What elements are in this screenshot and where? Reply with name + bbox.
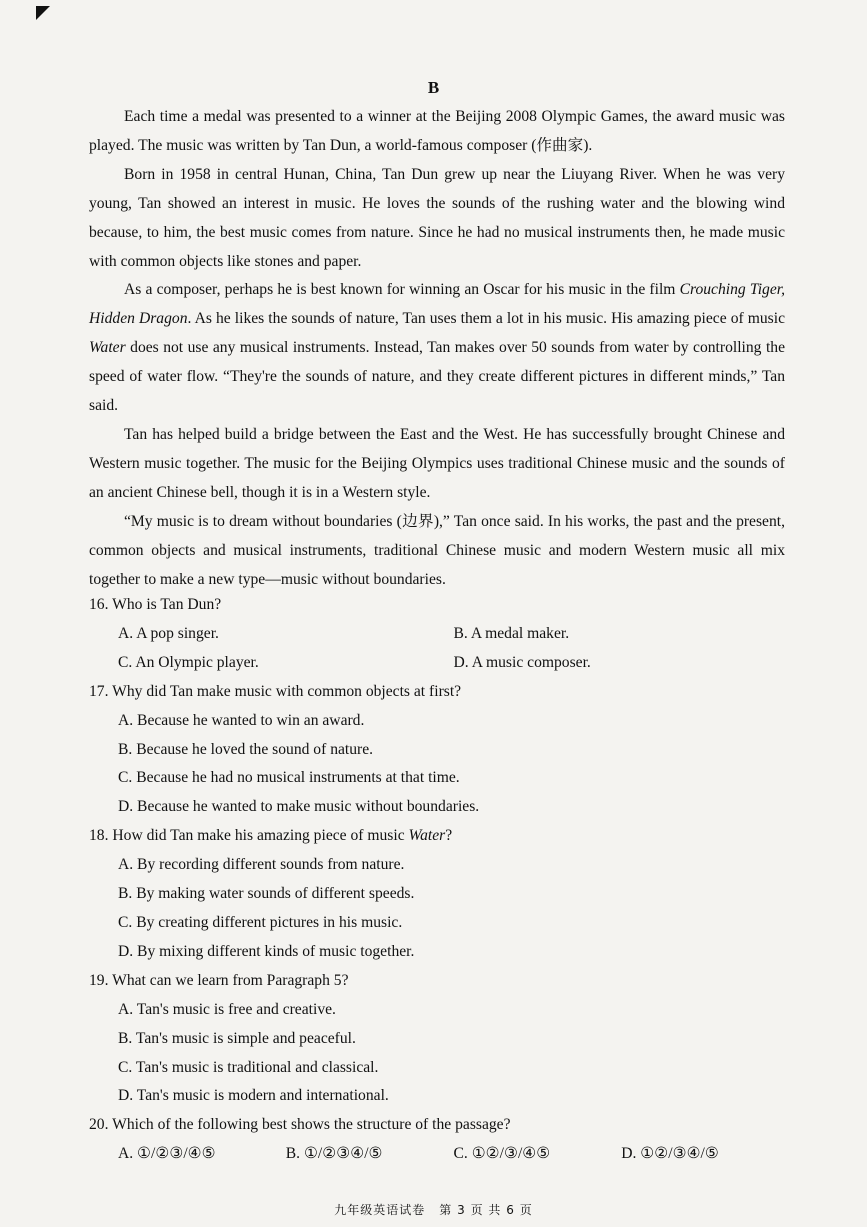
question-18-option-d[interactable]: D. By mixing different kinds of music together. [118,942,415,960]
question-16-option-b[interactable]: B. A medal maker. [453,624,570,642]
question-19-option-d[interactable]: D. Tan's music is modern and international. [118,1087,389,1105]
question-17-option-d[interactable]: D. Because he wanted to make music without boundaries. [118,798,480,816]
question-20-option-c[interactable]: C. ①②/③/④⑤ [453,1145,551,1163]
paragraph-3-part-b: . As he likes the sounds of nature, Tan uses them a lot in his music. His amazing piece of music [187,310,786,328]
question-20-option-a[interactable]: A. ①/②③/④⑤ [118,1145,216,1163]
question-18-stem-italic: Water [408,827,446,845]
page-mid: 页 共 [470,1203,502,1217]
question-16-option-d[interactable]: D. A music composer. [453,653,591,671]
question-17-option-a[interactable]: A. Because he wanted to win an award. [118,711,365,729]
question-19-stem: 19. What can we learn from Paragraph 5? [89,971,349,989]
question-17-option-b[interactable]: B. Because he loved the sound of nature. [118,740,374,758]
page-footer [0,1201,867,1218]
question-list [89,591,789,1169]
paragraph-3-part-c: does not use any musical instruments. Instead, Tan makes over 50 sounds from water by controlling the speed of water flow. “They're the sounds of nature, and they create different pictures in different minds,” Tan said. [89,339,785,415]
question-20-stem: 20. Which of the following best shows the structure of the passage? [89,1116,511,1134]
question-16-option-a[interactable]: A. A pop singer. [118,624,219,642]
corner-registration-mark [36,6,50,20]
question-16-options-row-2 [89,649,789,678]
page-suffix: 页 [519,1203,533,1217]
question-16-options-row-1 [89,620,789,649]
question-18-option-a[interactable]: A. By recording different sounds from nature. [118,856,405,874]
exam-title: 九年级英语试卷 [334,1203,426,1217]
question-20-option-d[interactable]: D. ①②/③④/⑤ [621,1145,719,1163]
question-17-stem: 17. Why did Tan make music with common objects at first? [89,682,462,700]
question-18-stem-end: ? [445,827,453,845]
section-title: B [427,78,440,97]
paragraph-1: Each time a medal was presented to a winner at the Beijing 2008 Olympic Games, the award music was played. The music was written by Tan Dun, a world-famous composer (作曲家). [89,108,785,154]
question-19-option-b[interactable]: B. Tan's music is simple and peaceful. [118,1029,356,1047]
music-title: Water [89,339,126,357]
question-16-stem: 16. Who is Tan Dun? [89,596,222,613]
question-20-option-b[interactable]: B. ①/②③④/⑤ [285,1145,383,1163]
page-prefix: 第 [439,1203,453,1217]
film-title: Crouching Tiger, Hidden Dragon [89,281,785,328]
paragraph-3-part-a: As a composer, perhaps he is best known for winning an Oscar for his music in the film [124,281,680,299]
question-19-option-a[interactable]: A. Tan's music is free and creative. [118,1000,336,1018]
question-18-stem [89,822,789,851]
paragraph-4: Tan has helped build a bridge between the East and the West. He has successfully brought Chinese and Western music together. The music for the Beijing Olympics uses traditional Chinese music and the sounds of an ancient Chinese bell, though it is in a Western style. [89,425,785,501]
question-18-stem-text: 18. How did Tan make his amazing piece of music [89,827,409,845]
question-20-options-row [89,1140,789,1169]
page-total: 6 [506,1203,515,1217]
paragraph-3 [89,276,785,421]
question-17-option-c[interactable]: C. Because he had no musical instruments at that time. [118,769,460,787]
question-16-option-c[interactable]: C. An Olympic player. [118,653,259,671]
question-19-option-c[interactable]: C. Tan's music is traditional and classical. [118,1058,379,1076]
reading-passage [89,103,785,594]
question-18-option-b[interactable]: B. By making water sounds of different speeds. [118,885,415,903]
paragraph-5: “My music is to dream without boundaries (边界),” Tan once said. In his works, the past and the present, common objects and musical instruments, traditional Chinese music and modern Western music all mix together to make a new type—music without boundaries. [89,512,785,588]
paragraph-2: Born in 1958 in central Hunan, China, Tan Dun grew up near the Liuyang River. When he was very young, Tan showed an interest in music. He loves the sounds of the rushing water and the blowing wind because, to him, the best music comes from nature. Since he had no musical instruments then, he made music with common objects like stones and paper. [89,165,785,270]
question-18-option-c[interactable]: C. By creating different pictures in his music. [118,913,403,931]
page-number: 3 [457,1203,466,1217]
